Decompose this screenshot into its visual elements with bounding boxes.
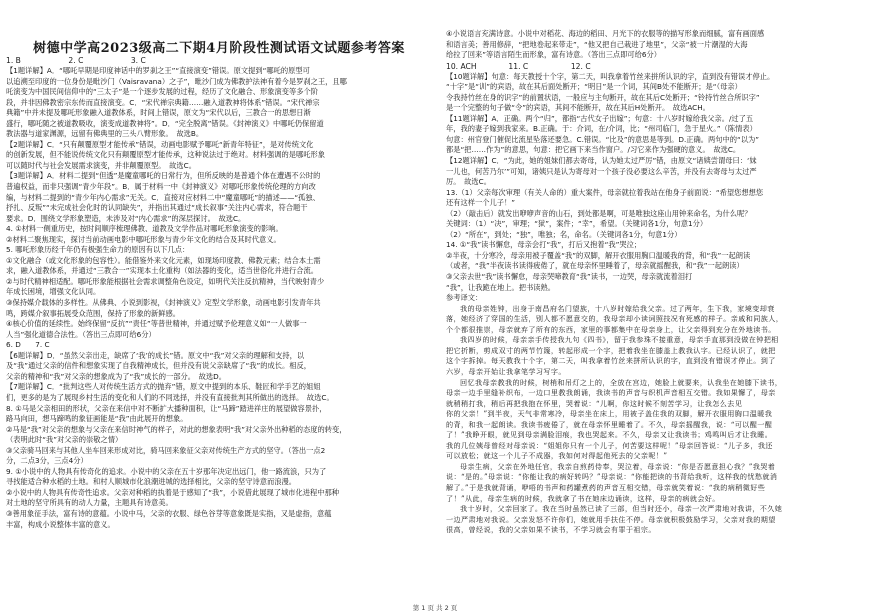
translation-line: 可以放松；就这一个儿子不成器，我如何对得起他死去的父亲呢！” [446, 451, 668, 461]
text-line: 13.（1）父亲每次审理（有关人命的）重大案件，母亲就拉着我站在他身子前面说：“希望您想想您 [446, 187, 764, 197]
text-line: ②与时代精神相适配。哪吒形象能根据社会需求调整角色设定，如明代关注反抗精神，当代映射青少 [6, 276, 325, 286]
answer-11: 11. C [508, 61, 529, 71]
text-line: 【11题详解】A．正确。两个“归”，都指“古代女子出嫁”；句意：十八岁时嫁给我父亲。/过了五 [446, 113, 754, 123]
text-line: 盛行，哪吒随之被道教吸收，演变成道教神将”。D．“完全脱离”错误。《封神演义》中哪吒仍保留道 [6, 118, 324, 128]
text-line: ②半夜，十分寒冷，母亲用被子覆盖“我”的双脚，解开衣服用胸口温暖我的背，和“我”一起朗读 [446, 250, 751, 260]
left-column [6, 0, 432, 600]
text-line: 【12题详解】C．“为此，她的姐妹们都去寄母，认为她太过严厉”错，由原文“诸姨尝谓母曰：‘妹 [446, 156, 757, 166]
translation-line: 你的父亲！”到半夜，天气非常寒冷，母亲坐在床上，用被子盖住我的双脚，解开衣服用胸口温暖我 [446, 409, 773, 419]
translation-line: 我的母亲姓钟，出身于南昌府名门望族，十八岁时嫁给我父亲。过了两年，生下我，家境变却衰 [460, 303, 775, 313]
translation-line: 就稍稍打我，稍后再把我抱在怀里，哭着说：“儿啊，你这时候不刻苦学习，让我怎么去见 [446, 398, 743, 408]
right-text-lines [446, 72, 866, 304]
translation-line: 我的几位姨母曾经对母亲说：“姐姐你只有一个儿子，何苦要这样呢！”母亲回答说：“儿子多，我还 [446, 440, 773, 450]
text-line: 对土地的坚守所具有的动人力量，主题具有诗意美。 [6, 498, 173, 508]
text-line: 年成长困境，增强文化认同。 [6, 287, 101, 297]
translation-line: 了！”我睁开眼，就见到母亲满脸泪痕，我也哭起来。不久，母亲又让我读书；鸡鸣叫后才让我睡。 [446, 430, 773, 440]
text-line: 厉。 故选C。 [446, 177, 491, 187]
text-line: 要求。D．围绕文学形象塑造，未涉及对“内心需求”的深层探讨。 故选C。 [6, 213, 246, 223]
text-line: 可以随时代与社会发展需求演变，并非颠覆原型。 故选C。 [6, 160, 196, 170]
text-line: （2）“所在”，到处；“独”，唯独；名，命名。（关键词各1分，句意1分） [446, 229, 682, 239]
text-line: ③父亲去世“我”读书懈怠，母亲哭啼教育“我”读书，一边哭，母亲就流着泪打 [446, 272, 693, 282]
text-line: 父亲的精神和“我”对父亲的想象成为了“我”成长的一部分。 故选D。 [6, 371, 226, 381]
text-line: 给拉了回来”等语言陌生而形象，富有诗意。（答出三点即可给6分） [446, 50, 661, 60]
text-line: 8. ①马是父亲相田的形状，父亲在来信中对不断扩大播种面积，让“马蹄”踏进祥庄的展望做容景扑， [6, 403, 327, 413]
text-line: 典籍”中并未提及哪吒形象融入道教体系，时间上错误，原文为“宋代以后，三教合一的思想日渐 [6, 108, 311, 118]
text-line: 抒扎、反叛”“未完成社会化时的认同缺失”，并指出其通过“成长叙事”关注内心需求，符合题干 [6, 203, 308, 213]
text-line: ③善用象征手法，富有诗的意蕴。小说中马，父亲的衣服、绿色谷芽等意象既是实指，又是虚指，意蕴 [6, 508, 332, 518]
translation-line: 很高，曾经说，我的父亲如果不读书，不学习就会有罪于祖宗。 [446, 525, 656, 535]
text-line: 都是“把……作为”的意思，句意：把它画下来当作窗户。/习它来作为强硬的意义。 故选C。 [446, 145, 741, 155]
text-line: 编，与材料二提到的“青少年内心需求”无关。C．直接对应材料二中“魔童哪吒”的描述——“孤独、 [6, 192, 320, 202]
text-line: 和语言美；善用修辞，“把地卷起来带走”，“他又把自己栽进了地里”，父亲“被一片潮湿的大海 [446, 39, 748, 49]
text-line: 以追溯至印度的一位身份是毗沙门（Vaisravana）之子”，毗沙门成为佛教护法神有着今是罗刹之王，且哪 [6, 76, 347, 86]
translation-line: 说：“是的。”母亲说：“你能让我的病好转吗？”母亲说：“你能把读的书背给我听，这样我的忧愁就消 [446, 472, 778, 482]
text-line: 句意：州官登门催促比流星坠落还要急。C.错误。“比及”的意思是等到。D.正确。两句中的“以为” [446, 134, 760, 144]
text-line: 普遍权益，而非只强调“青少年段”。B．属于材料一中《封神演义》对哪吒形象传统伦理的方向改 [6, 182, 316, 192]
text-line: 们，更多的是为了展现乡村生活的变化和人们的不同选择，并没有直接批判其所做出的选择。 故选C。 [6, 392, 334, 402]
answer-10: 10. ACH [446, 61, 477, 71]
text-line: “十字”是“训”的宾语，故在其后面处断开；“明日”是一个词，其间B处不能断开；是“（母亲） [446, 82, 742, 92]
text-line: 吒演变为中国民间信仰中的“三太子”是一个逐步发展的过程，经历了文化融合、形象演变等多个阶 [6, 87, 319, 97]
text-line: ②马是“我”对父亲的想象与父亲在来信时神气的样子，对此的想象表明“我”对父亲外出种稻的态度的转变， [6, 424, 347, 434]
translation-line: 母亲生病，父亲在外地任官，我亲自煎药侍奉，哭泣着，母亲说：“你是否愿意担心我？”我哭着 [460, 461, 776, 471]
answer-2: 2. C [68, 56, 84, 65]
text-line: 路马向田，想马蹄鸣的象征画能是“我”由此展开的想象。 [6, 414, 188, 424]
text-line: 令我持竹丝在身的识字”的前置状语，一般应与主句断开，故在其后C处断开；“铃持竹丝合所识字” [446, 92, 760, 102]
translation-line: 了！”从此，母亲生病的时候，我就拿了书在她床边诵读，这样，母亲的病就会好。 [446, 493, 720, 503]
text-line: 教法器与道家渊源，远留有佛典里的三头八臂形象。 故选B。 [6, 129, 204, 139]
translation-line: 六岁，母亲开始让我拿笔学习写字。 [446, 366, 566, 376]
text-line: ①文化融合（或文化形象的包容性）。能借鉴外来文化元素，如现场印度教、佛教元素；结合本土需 [6, 255, 321, 265]
text-line: （或者，“我”半夜读书读得疲倦了，就在母亲怀里睡着了，母亲就摇醒我，和“我”一起朗读） [446, 261, 744, 271]
translation-line: 个个都很推崇，母亲就弃了所有的东西，家里的事都集中在母亲身上，让父亲得到充分在外地读书。 [446, 324, 776, 334]
text-line: （表明此时“我”对父亲的崇敬之情） [6, 435, 123, 445]
text-line: 人当”强化道德合法性。（答出三点即可给6分） [6, 329, 156, 339]
translation-line: 回忆我母亲教我的时候，树梢和吊灯之上的，全放在宫边，她脸上就要来，认我坐在她膝下读书， [460, 377, 783, 387]
translation-line: 一边严肃地对我说。父亲发怒不许你们，她就用手扶住不停。母亲就积极鼓励学习，父亲对我的期望 [446, 514, 776, 524]
text-line: （2）（敲击后）就发出咿咿声音的山石，到处都是啊，可是唯独这座山用钟来命名，为什么呢？ [446, 208, 752, 218]
translation-line: 我四岁的时候，母亲亲手传授我九句《四书》，留于我参珠不接重意，母亲手直那到没做在钟把相 [460, 335, 779, 345]
translation-line: 解了。”于是我就背诵，咿唔的书声和药罐煮药的声音互相交错，母亲就笑着说：“我的病稍微好些 [446, 482, 766, 492]
text-line: 关键词：（1）“决”，审理；“狱”，案件；“幸”，希望。（关键词各1分，句意1分） [446, 219, 708, 229]
page-footer: 第 1 页 共 2 页 [412, 604, 458, 612]
text-line: 4. ①材料一侧重历史，按时间顺序梳理佛教、道教及文学作品对哪吒形象演变的影响。 [6, 224, 283, 234]
text-line: 【1题详解】A．“哪吒早期是印度神话中的罗刹之王”“直接演变”错误。原文提到“哪吒的原型可 [6, 66, 310, 75]
text-line: 丰富，构成小说整体丰富的意义。 [6, 519, 115, 529]
text-line: 是一个完整的句子做“令”的宾语，其间不能断开，故在其后H处断开。 故选ACH。 [446, 103, 710, 113]
text-line: 一儿也，何苦乃尔’”可知，诸姨只是认为寄母对一个孩子没必要这么辛苦，并没有去寄母与太过严 [446, 166, 757, 176]
text-line: 还有这样一个儿子！” [446, 198, 516, 208]
translation-line: 这个字拆掉。每天教我十个字，第二天，叫我拿着竹丝来拼所认识的字，直到没有错误才停止。到了 [446, 356, 776, 366]
translation-line: 落，她经济了穿国的生活，别人都不愿意交的，我母亲却小读词照技况有死感的样子。亲戚和同族人， [446, 314, 784, 324]
left-column-body [6, 55, 432, 530]
translation-line: 我十岁时，父亲回家了。我在当时虽然已读了三部，但当时还小，母亲一次严肃地对我讲，不久她 [460, 504, 783, 514]
text-line: 【3题详解】A．材料二提到“但透”是魔童哪吒的日常行为，但所反映的是普通个体在遭遇不公时的 [6, 171, 321, 181]
text-line: 段，并非因佛教密宗东传而直接演变。C．“宋代禅宗典籍……融入道教神将体系”错误。“宋代禅宗 [6, 97, 320, 107]
translation-line: 把它折断，剪成双寸的两节竹篾，转起形成一个字，把着我坐在膝盖上教我认字。已经认识了，就把 [446, 345, 776, 355]
text-line: 寻找能适合种水稻的土地。和村人顺城市化浪潮进城的选择相比，父亲的坚守诗意而浪漫。 [6, 477, 297, 487]
text-line: ④核心价值的延续性。始终保留“反抗”“责任”等普世精神，并通过赋予伦理意义如“一人做事一 [6, 319, 307, 329]
answers-1-3 [6, 55, 432, 66]
text-line: 参考译文： [446, 293, 483, 303]
text-line: 5. 哪吒形象历经千年仍有极强生命力的原因有以下几点： [6, 245, 190, 255]
text-line: ③父亲骑马回来与其他人坐车回来形成对比，骑马回来象征父亲对传统生产方式的坚守。（答出一点2 [6, 445, 326, 455]
answer-1: 1. B [6, 56, 21, 65]
answer-3: 3. C [130, 56, 146, 65]
answers-10-12 [446, 61, 866, 72]
translation-line: 母亲一边手里缝补织布，一边口里教我朗诵，我读书的声音与织机声音相互交错。我如果懈了，母亲 [446, 388, 776, 398]
text-line: 鸣，跨媒介叙事拓展受众范围，保持了形象的新鲜感。 [6, 308, 181, 318]
text-line: 的创新发展，但不能说传统文化只有颠覆原型才能传承，这种说法过于绝对。材料强调的是哪吒形象 [6, 150, 326, 160]
text-line: ②小说中的人物具有传奇性追求。父亲对种稻的执着是于感知了“我”，小说借此展现了城市化进程中那种 [6, 487, 340, 497]
text-line: 求，融入道教体系，并通过“三教合一”实现本土化重构（如法器的变化，适当世俗化并进行合流。 [6, 266, 319, 276]
text-line: 年，我的妻子嫁到我家来。B.正确。于：介词，在/介词，比；“州司临门，急于星火。”（陈情表） [446, 124, 757, 134]
left-text-lines [6, 66, 432, 530]
text-line: ③保持媒介载体的多样性。从佛典、小说到影视，《封神演义》定型文学形象，动画电影引发青年共 [6, 298, 321, 308]
text-line: 【2题详解】C．“只有颠覆原型才能传承”错误，动画电影赋予哪吒“新青年特征”，是对传统文化 [6, 139, 314, 149]
text-line: “我”，让我跪在地上。把书读熟。 [446, 282, 556, 292]
right-top-text-lines [446, 29, 866, 61]
text-line: ②材料二聚焦现实，探讨当前动画电影中哪吒形象与青少年文化的结合及其时代意义。 [6, 234, 281, 244]
translation-text-lines [446, 304, 866, 536]
text-line: 14. ①“我”读书懈怠，母亲会打“我”，打后又抱着“我”哭泣； [446, 240, 642, 250]
text-line: 【6题详解】D．“虽然父亲出走，缺席了‘我’的成长”错。原文中“我”对父亲的理解和支持，以 [6, 350, 305, 360]
text-line: 及“我”通过父亲的信件和想象实现了自我精神成长，但并没有说父亲缺席了“我”的成长。相反， [6, 361, 312, 371]
translation-line: 的背，和我一起朗读。我读书疲倦了，就在母亲怀里睡着了。不久，母亲摇醒我，说：“可以醒一醒 [446, 419, 773, 429]
right-column [446, 0, 866, 600]
text-line: 6. D 7. C [6, 340, 50, 350]
text-line: 9. ①小说中的人物具有传奇化的追求。小说中的父亲在五十岁那年决定出远门，他一路流浪，只为了 [6, 466, 327, 476]
text-line: 【10题详解】句意：每天教授十个字，第二天，叫我拿着竹丝来拼所认识的字，直到没有错误才停止。 [446, 71, 775, 81]
text-line: 【7题详解】C．“批判这些人对传统生活方式的抛弃”错，原文中提到的本乐、鞋匠和学手艺的姐姐 [6, 382, 321, 392]
text-line: ④小说语言充满诗意。小说中对稻花、海边的稻田、月光下的衣服等的描写形象而细腻，富有画面感 [446, 29, 765, 38]
right-column-body [446, 29, 866, 536]
document-title: 树德中学高2023级高二下期4月阶段性测试语文试题参考答案 [33, 41, 405, 56]
answer-12: 12. C [570, 61, 591, 71]
text-line: 分，二点3分，三点4分） [6, 456, 88, 466]
